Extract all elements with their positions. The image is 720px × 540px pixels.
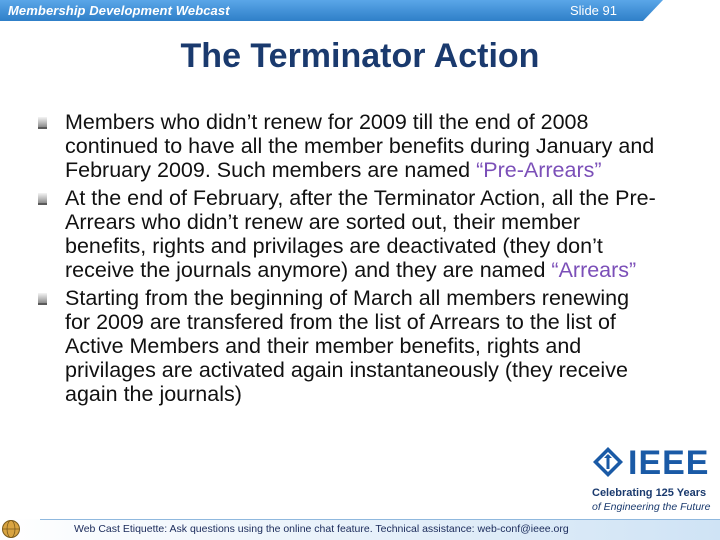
header-band xyxy=(0,0,720,21)
webcast-etiquette-text: Web Cast Etiquette: Ask questions using the online chat feature. Technical assistance: web-conf@ieee.org xyxy=(74,523,569,535)
bullet-marker-icon xyxy=(38,117,47,129)
bullet-text: Starting from the beginning of March all members renewing for 2009 are transfered from the list of Arrears to the list of Active Members and their member benefits, rights and privilages are activated again instantaneously (they receive again the journals) xyxy=(65,286,630,406)
bullet-marker-icon xyxy=(38,193,47,205)
bullet-item-pre-arrears xyxy=(38,110,658,182)
ieee-wordmark: IEEE xyxy=(628,444,710,482)
bullet-highlight: “Arrears” xyxy=(551,258,637,282)
globe-icon xyxy=(0,519,22,539)
slide-number: Slide 91 xyxy=(570,3,617,18)
ieee-diamond-icon xyxy=(592,446,624,478)
engineering-tagline: of Engineering the Future xyxy=(592,501,711,513)
bullet-item-active-members xyxy=(38,286,658,406)
bullet-highlight: “Pre-Arrears” xyxy=(476,158,602,182)
bullet-text: Members who didn’t renew for 2009 till the end of 2008 continued to have all the member benefits during January and February 2009. Such members are named xyxy=(65,110,655,182)
webcast-title: Membership Development Webcast xyxy=(8,3,230,18)
slide-title: The Terminator Action xyxy=(180,37,540,75)
ieee-logo xyxy=(588,444,712,519)
bullet-item-arrears xyxy=(38,186,658,282)
bullet-list xyxy=(38,110,658,406)
bullet-text: At the end of February, after the Terminator Action, all the Pre-Arrears who didn’t renew are sorted out, their member benefits, rights and privilages are deactivated (they don’t receive the journals anymore) and they are named xyxy=(65,186,656,282)
bullet-marker-icon xyxy=(38,293,47,305)
celebrating-tagline: Celebrating 125 Years xyxy=(592,487,707,499)
footer-band xyxy=(0,519,720,540)
